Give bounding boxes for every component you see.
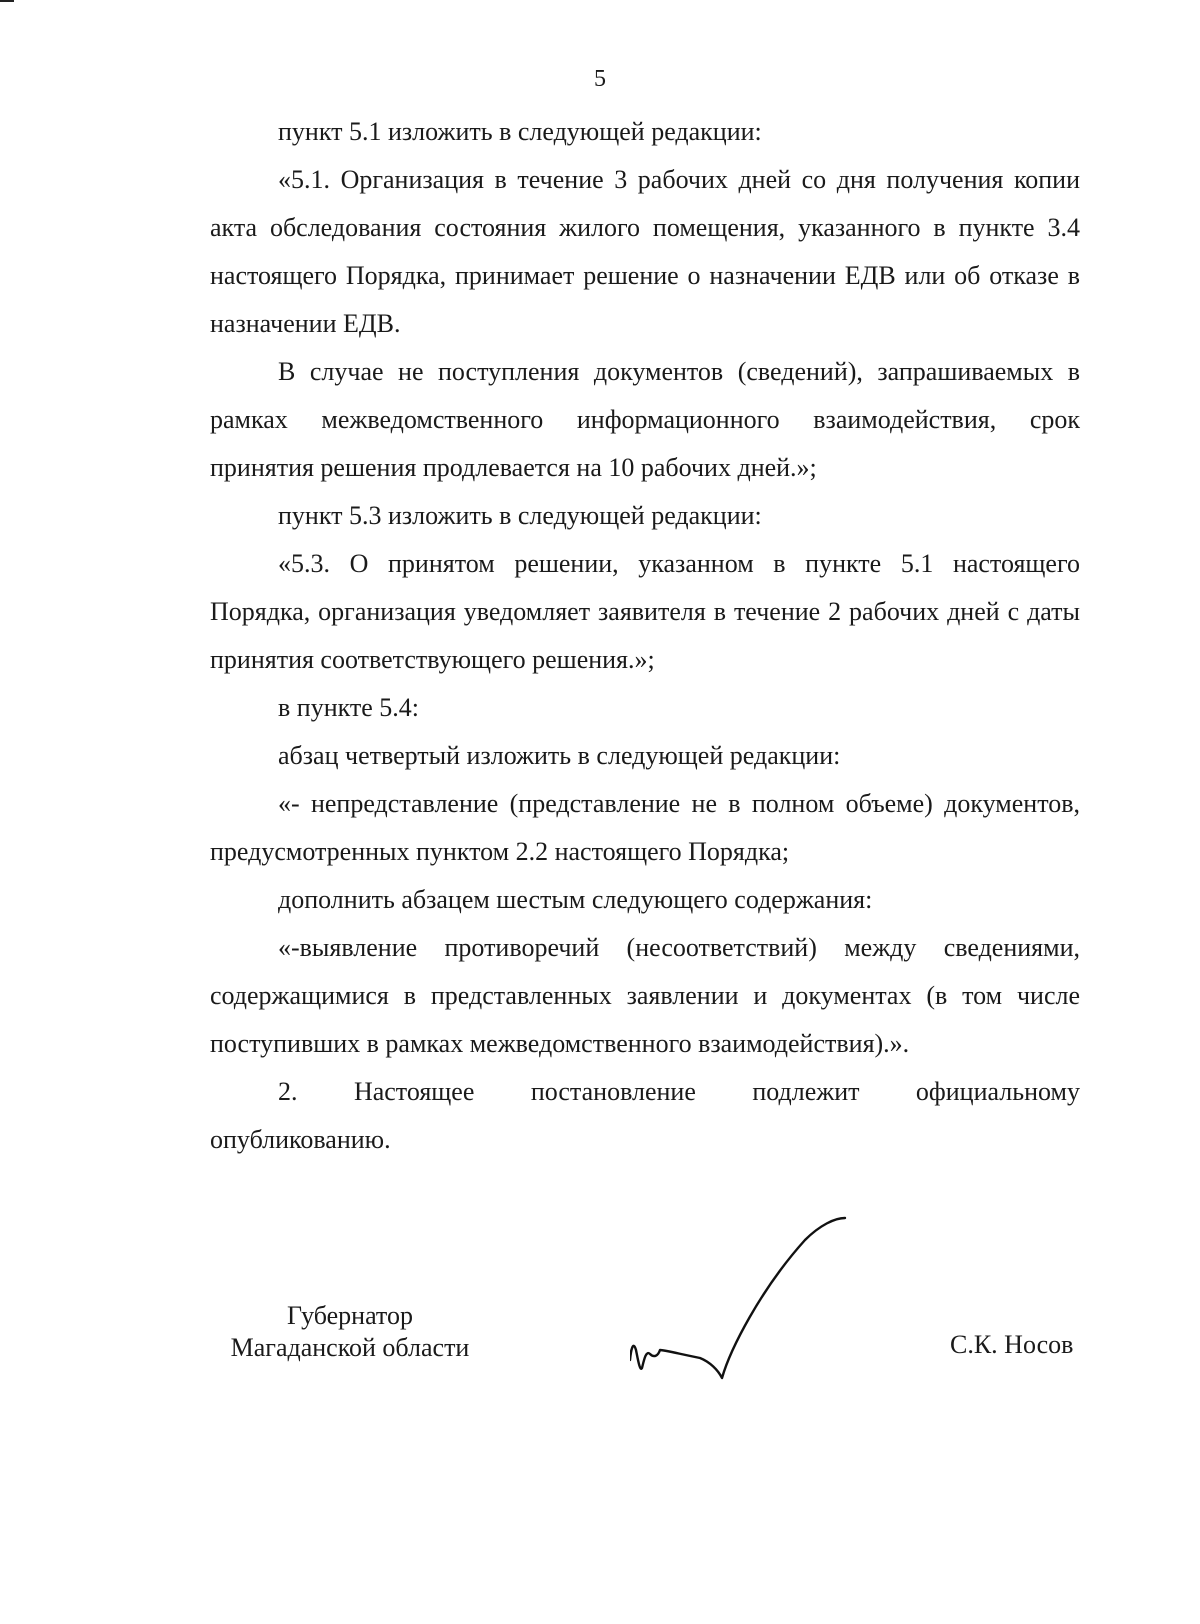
final-word: Настоящее — [353, 1077, 475, 1106]
page-number: 5 — [594, 66, 606, 92]
paragraph: дополнить абзацем шестым следующего содержания: — [278, 885, 873, 914]
paragraph: «5.1. Организация в течение 3 рабочих дней со дня получения копии акта обследования состояния жилого помещения, указанного в пункте 3.4 настоящего Порядка, принимает решение о назначении ЕДВ или об отказе в назначении ЕДВ. — [210, 165, 1080, 338]
final-paragraph-continuation: опубликованию. — [210, 1125, 391, 1154]
scan-corner-mark — [0, 0, 14, 2]
signer-position-line: Магаданской области — [230, 1333, 470, 1362]
paragraph: в пункте 5.4: — [278, 693, 420, 722]
final-word: подлежит — [752, 1077, 860, 1106]
final-paragraph-first-line — [210, 1068, 1080, 1116]
final-paragraph — [210, 1068, 1080, 1164]
paragraph: пункт 5.3 изложить в следующей редакции: — [278, 501, 762, 530]
paragraph: «-выявление противоречий (несоответствий) между сведениями, содержащимися в представленных заявлении и документах (в том числе поступивших в рамках межведомственного взаимодействия).». — [210, 933, 1080, 1058]
signature-block — [0, 1300, 1200, 1420]
paragraph: пункт 5.1 изложить в следующей редакции: — [278, 117, 762, 146]
signer-position — [200, 1300, 500, 1364]
document-body — [210, 108, 1080, 1164]
final-word: постановление — [530, 1077, 696, 1106]
signer-position-line: Губернатор — [287, 1301, 413, 1330]
final-word: 2. — [278, 1077, 298, 1106]
paragraph: абзац четвертый изложить в следующей редакции: — [278, 741, 841, 770]
final-word: официальному — [915, 1077, 1080, 1106]
paragraph: «5.3. О принятом решении, указанном в пункте 5.1 настоящего Порядка, организация уведомляет заявителя в течение 2 рабочих дней с даты принятия соответствующего решения.»; — [210, 549, 1080, 674]
paragraph: «- непредставление (представление не в полном объеме) документов, предусмотренных пунктом 2.2 настоящего Порядка; — [210, 789, 1080, 866]
paragraph: В случае не поступления документов (сведений), запрашиваемых в рамках межведомственного информационного взаимодействия, срок принятия решения продлевается на 10 рабочих дней.»; — [210, 357, 1080, 482]
signer-name: С.К. Носов — [950, 1330, 1074, 1359]
